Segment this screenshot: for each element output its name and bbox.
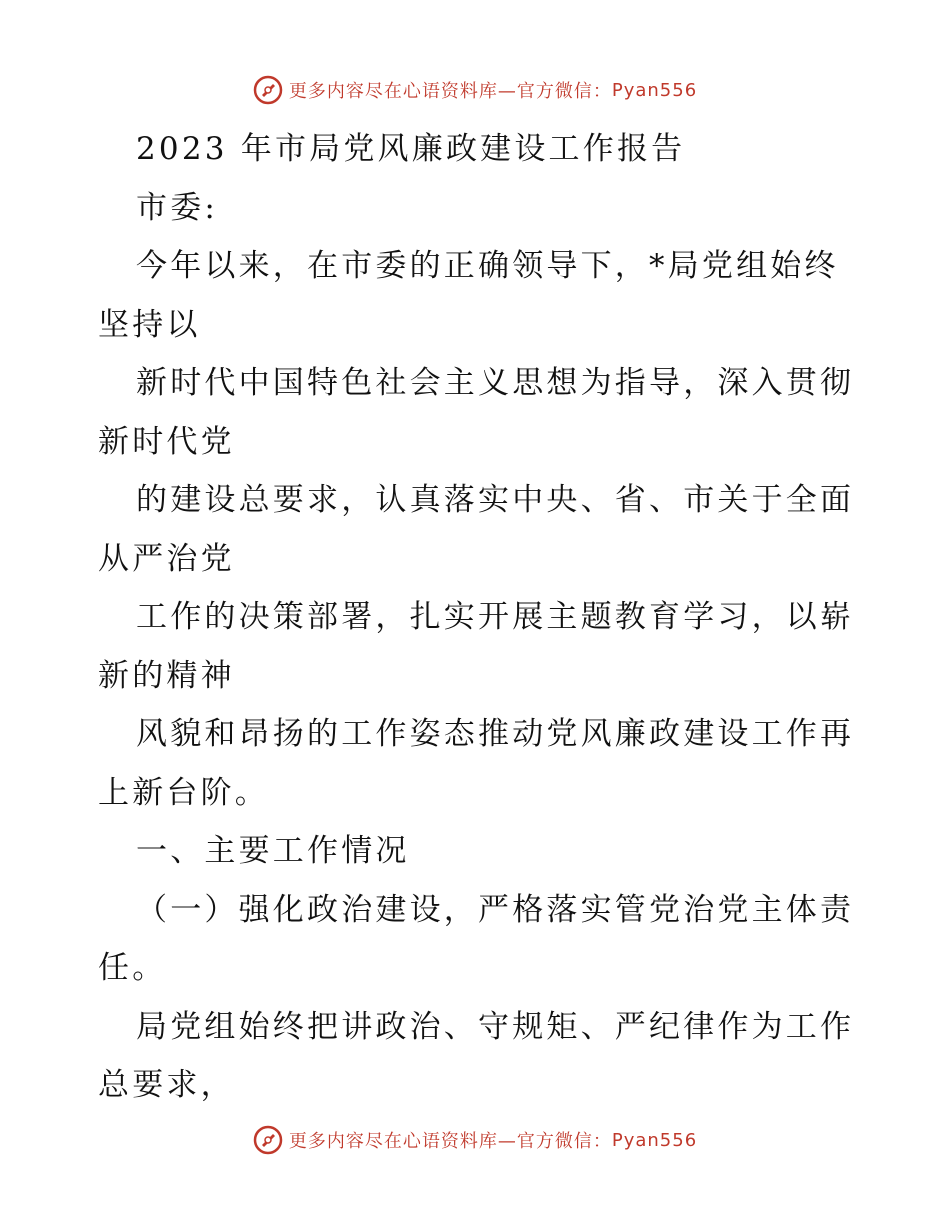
paragraph-line: 上新台阶。 xyxy=(98,774,269,811)
logo-icon xyxy=(253,75,283,105)
watermark-footer xyxy=(0,1122,950,1158)
document-body xyxy=(98,120,858,1115)
document-title: 2023 年市局党风廉政建设工作报告 xyxy=(136,131,686,167)
subsection-heading: （一）强化政治建设，严格落实管党治党主体责 xyxy=(136,891,855,928)
paragraph-line: 局党组始终把讲政治、守规矩、严纪律作为工作 xyxy=(136,1008,855,1045)
paragraph-line: 风貌和昂扬的工作姿态推动党风廉政建设工作再 xyxy=(136,716,855,752)
section-heading: 一、主要工作情况 xyxy=(136,833,410,869)
watermark-header xyxy=(0,72,950,108)
paragraph-line: 坚持以 xyxy=(98,306,201,343)
watermark-text: 更多内容尽在心语资料库—官方微信： xyxy=(288,1131,612,1152)
paragraph-line: 的建设总要求，认真落实中央、省、市关于全面 xyxy=(136,482,855,518)
watermark-id: Pyan556 xyxy=(611,79,698,101)
salutation: 市委: xyxy=(136,189,219,226)
paragraph-line: 工作的决策部署，扎实开展主题教育学习，以崭 xyxy=(136,599,855,635)
paragraph-line: 新时代党 xyxy=(98,423,235,460)
paragraph-line: 总要求， xyxy=(98,1067,235,1103)
paragraph-line: 今年以来，在市委的正确领导下，*局党组始终 xyxy=(136,248,839,284)
watermark-id: Pyan556 xyxy=(611,1129,698,1151)
paragraph-line: 从严治党 xyxy=(98,540,235,577)
paragraph-line: 任。 xyxy=(98,950,167,986)
watermark-text: 更多内容尽在心语资料库—官方微信： xyxy=(288,81,612,102)
paragraph-line: 新时代中国特色社会主义思想为指导，深入贯彻 xyxy=(136,365,855,401)
logo-icon xyxy=(253,1125,283,1155)
paragraph-line: 新的精神 xyxy=(98,657,235,694)
